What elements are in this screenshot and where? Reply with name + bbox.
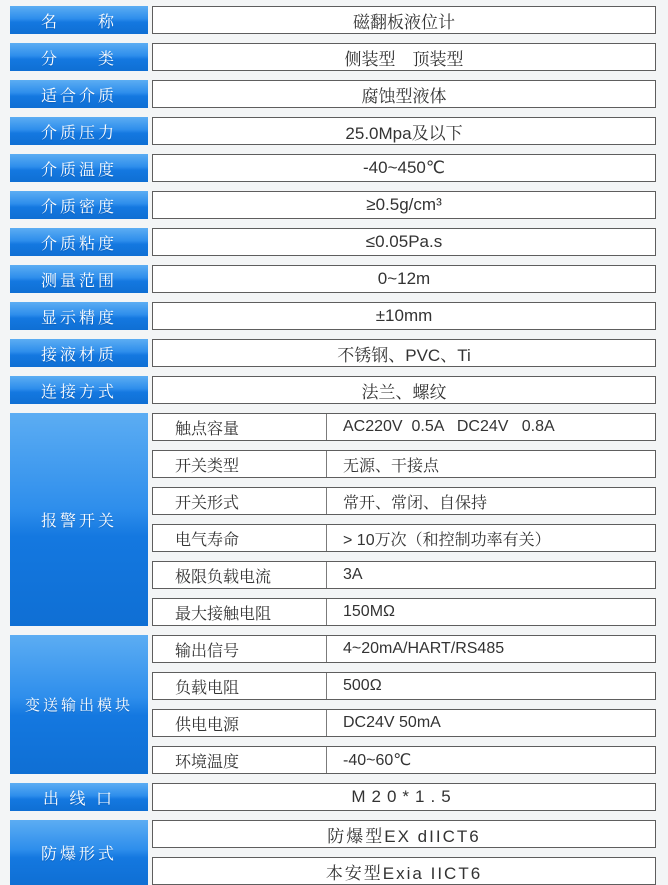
spec-row-display-accuracy (10, 302, 656, 330)
row-label-cell: 连接方式 (10, 376, 148, 404)
row-value-cell: 0~12m (152, 265, 656, 293)
spec-row-measuring-range (10, 265, 656, 293)
row-label-cell: 适合介质 (10, 80, 148, 108)
row-value-cell: 25.0Mpa及以下 (152, 117, 656, 145)
spec-row-wetted-material (10, 339, 656, 367)
row-label-cell: 显示精度 (10, 302, 148, 330)
row-value-cell: ≥0.5g/cm³ (152, 191, 656, 219)
group-subrows (152, 635, 656, 774)
row-label-cell: 测量范围 (10, 265, 148, 293)
spec-row-suitable-medium (10, 80, 656, 108)
row-value-cell: 磁翻板液位计 (152, 6, 656, 34)
spec-subrow-max-contact-resistance (152, 598, 656, 626)
explosion-subrow-intrinsically-safe: 本安型Exia IICT6 (152, 857, 656, 885)
row-label-cell: 接液材质 (10, 339, 148, 367)
spec-subrow-power-supply (152, 709, 656, 737)
subrow-label: 开关形式 (153, 488, 327, 514)
group-label-cell: 报警开关 (10, 413, 148, 626)
group-label-cell: 变送输出模块 (10, 635, 148, 774)
subrow-label: 供电电源 (153, 710, 327, 736)
row-label-cell: 出 线 口 (10, 783, 148, 811)
subrow-label: 极限负载电流 (153, 562, 327, 588)
subrow-value: 4~20mA/HART/RS485 (343, 640, 505, 657)
spec-subrow-output-signal (152, 635, 656, 663)
subrow-label: 环境温度 (153, 747, 327, 773)
row-label-cell: 介质密度 (10, 191, 148, 219)
row-value-cell: ±10mm (152, 302, 656, 330)
spec-row-medium-temperature (10, 154, 656, 182)
spec-subrow-ambient-temperature (152, 746, 656, 774)
subrow-value: 500Ω (343, 677, 382, 694)
subrow-label: 负载电阻 (153, 673, 327, 699)
spec-subrow-electrical-life (152, 524, 656, 552)
subrow-value: -40~60℃ (343, 752, 412, 769)
row-label-cell: 介质温度 (10, 154, 148, 182)
subrow-value: 无源、干接点 (343, 457, 440, 475)
spec-row-category (10, 43, 656, 71)
spec-subrow-contact-capacity (152, 413, 656, 441)
subrow-value: 常开、常闭、自保持 (343, 494, 488, 512)
group-label-cell: 防爆形式 (10, 820, 148, 885)
spec-subrow-limit-load-current (152, 561, 656, 589)
spec-row-name (10, 6, 656, 34)
row-value-cell: 侧装型 顶装型 (152, 43, 656, 71)
row-value-cell: 法兰、螺纹 (152, 376, 656, 404)
subrow-value: 3A (343, 566, 363, 583)
spec-subrow-switch-form (152, 487, 656, 515)
row-value-cell: 不锈钢、PVC、Ti (152, 339, 656, 367)
group-subrows (152, 413, 656, 626)
row-label-cell: 介质粘度 (10, 228, 148, 256)
spec-row-medium-viscosity (10, 228, 656, 256)
spec-subrow-load-resistance (152, 672, 656, 700)
subrow-value: > 10万次（和控制功率有关） (343, 531, 551, 549)
spec-subrow-switch-type (152, 450, 656, 478)
subrow-label: 开关类型 (153, 451, 327, 477)
row-value-cell: M20*1.5 (152, 783, 656, 811)
transmitter-output-group (10, 635, 656, 774)
spec-row-cable-outlet (10, 783, 656, 811)
spec-row-medium-pressure (10, 117, 656, 145)
subrow-label: 最大接触电阻 (153, 599, 327, 625)
subrow-value: DC24V 50mA (343, 714, 441, 731)
row-label-cell: 名 称 (10, 6, 148, 34)
subrow-value: 150MΩ (343, 603, 395, 620)
row-value-cell: ≤0.05Pa.s (152, 228, 656, 256)
row-label-cell: 分 类 (10, 43, 148, 71)
row-value-cell: 腐蚀型液体 (152, 80, 656, 108)
group-subrows (152, 820, 656, 885)
spec-row-medium-density (10, 191, 656, 219)
row-label-cell: 介质压力 (10, 117, 148, 145)
subrow-label: 输出信号 (153, 636, 327, 662)
subrow-label: 电气寿命 (153, 525, 327, 551)
row-value-cell: -40~450℃ (152, 154, 656, 182)
explosion-subrow-flameproof: 防爆型EX dIICT6 (152, 820, 656, 848)
subrow-value: AC220V 0.5A DC24V 0.8A (343, 418, 555, 435)
alarm-switch-group (10, 413, 656, 626)
spec-row-connection-type (10, 376, 656, 404)
subrow-label: 触点容量 (153, 414, 327, 440)
explosion-proof-group (10, 820, 656, 885)
